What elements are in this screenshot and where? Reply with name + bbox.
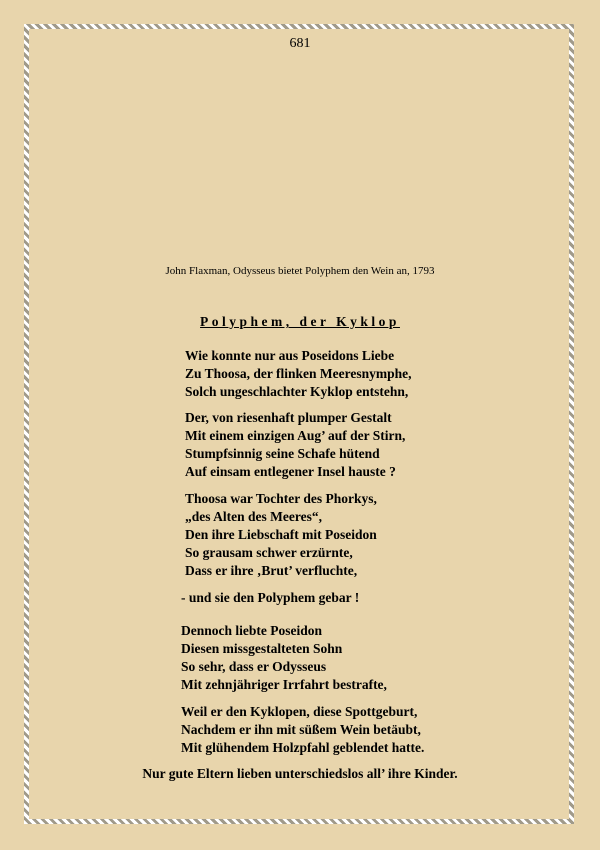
poem-line: Stumpfsinnig seine Schafe hütend: [185, 446, 380, 461]
page-number: 681: [289, 36, 311, 51]
image-caption: John Flaxman, Odysseus bietet Polyphem den Wein an, 1793: [165, 265, 435, 277]
stanza-6: [181, 703, 424, 757]
poem-line: Dass er ihre ‚Brut’ verfluchte,: [185, 563, 358, 578]
poem-title: Polyphem, der Kyklop: [200, 314, 400, 329]
poem-line: Nachdem er ihn mit süßem Wein betäubt,: [181, 722, 421, 737]
poem-line: Diesen missgestalteten Sohn: [181, 641, 343, 656]
poem-line: Mit zehnjähriger Irrfahrt bestrafte,: [181, 677, 387, 692]
poem-line: Mit glühendem Holzpfahl geblendet hatte.: [181, 740, 425, 755]
poem-moral: Nur gute Eltern lieben unterschiedslos all’ ihre Kinder.: [142, 766, 458, 781]
poem-line: Der, von riesenhaft plumper Gestalt: [185, 410, 392, 425]
poem-line: So sehr, dass er Odysseus: [181, 659, 327, 674]
poem-line: Wie konnte nur aus Poseidons Liebe: [185, 348, 395, 363]
poem-line: „des Alten des Meeres“,: [185, 509, 322, 524]
poem-line: Zu Thoosa, der flinken Meeresnymphe,: [185, 366, 412, 381]
poem-line: Mit einem einzigen Aug’ auf der Stirn,: [185, 428, 406, 443]
poem-line: Den ihre Liebschaft mit Poseidon: [185, 527, 377, 542]
stanza-4: [181, 589, 359, 607]
poem-line: Auf einsam entlegener Insel hauste ?: [185, 464, 396, 479]
poem-line: Dennoch liebte Poseidon: [181, 623, 323, 638]
poem-line: Solch ungeschlachter Kyklop entstehn,: [185, 384, 409, 399]
stanza-3: [185, 490, 377, 580]
poem-line: Thoosa war Tochter des Phorkys,: [185, 491, 377, 506]
poem-line: Weil er den Kyklopen, diese Spottgeburt,: [181, 704, 418, 719]
poem-line: So grausam schwer erzürnte,: [185, 545, 353, 560]
stanza-2: [185, 409, 405, 481]
poem-line: - und sie den Polyphem gebar !: [181, 590, 360, 605]
stanza-1: [185, 347, 412, 401]
stanza-5: [181, 622, 387, 694]
